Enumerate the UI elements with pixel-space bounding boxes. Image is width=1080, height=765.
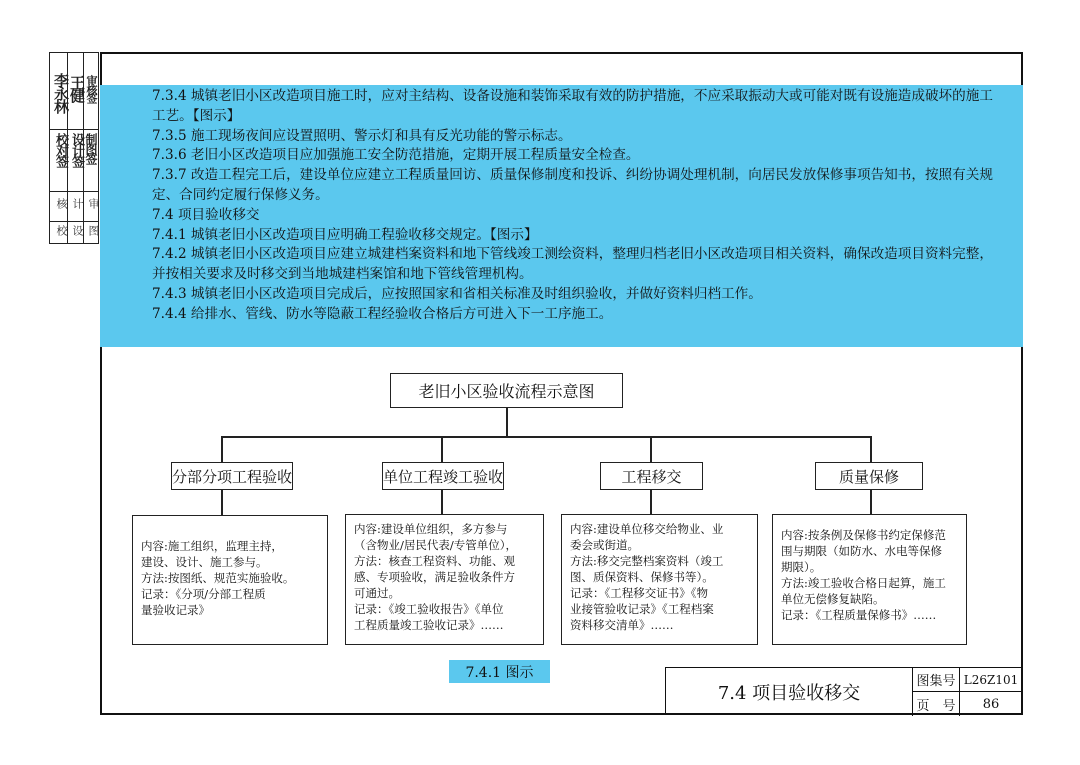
clause-paragraph: 7.4.3 城镇老旧小区改造项目完成后，应按照国家和省相关标准及时组织验收，并做好资料归档工作。 (152, 285, 762, 302)
connector (650, 436, 652, 462)
flow-node-completion-acceptance: 单位工程竣工验收 (382, 462, 504, 490)
clause-paragraph: 7.3.7 改造工程完工后，建设单位应建立工程质量回访、质量保修制度和投诉、纠纷协调处理机制，向居民发放保修事项告知书，按照有关规定、合同约定履行保修义务。 (152, 167, 993, 203)
connector (506, 408, 508, 436)
signature-3: 审核签 (85, 75, 98, 102)
clause-paragraph: 7.3.5 施工现场夜间应设置照明、警示灯和具有反光功能的警示标志。 (152, 127, 572, 144)
clause-paragraph: 7.4.1 城镇老旧小区改造项目应明确工程验收移交规定。【图示】 (152, 226, 538, 243)
clause-paragraph: 7.3.4 城镇老旧小区改造项目施工时，应对主结构、设备设施和装饰采取有效的防护措施，不应采取振动大或可能对既有设施造成破坏的施工工艺。【图示】 (152, 88, 993, 124)
signature-6: 制图签 (84, 133, 98, 163)
clause-text-block (100, 85, 1023, 347)
page-number-label: 页 号 (913, 692, 960, 716)
signature-strip (49, 52, 99, 244)
clause-paragraph: 7.3.6 老旧小区改造项目应加强施工安全防范措施，定期开展工程质量安全检查。 (152, 147, 640, 164)
page-number: 86 (982, 696, 1000, 712)
signature-4: 校对签 (53, 133, 68, 166)
connector (441, 436, 443, 462)
connector (441, 490, 443, 514)
figure-caption: 7.4.1 图示 (449, 660, 550, 683)
flow-node-warranty: 质量保修 (815, 462, 923, 490)
clause-paragraph: 7.4.2 城镇老旧小区改造项目应建立城建档案资料和地下管线竣工测绘资料，整理归档老旧小区改造项目相关资料，确保改造项目资料完整，并按相关要求及时移交到当地城建档案馆和地下管线管理机构。 (152, 246, 993, 283)
connector (221, 490, 223, 515)
connector (870, 436, 872, 462)
signature-2: 王健 (68, 75, 86, 101)
role-label: 图 (87, 225, 100, 236)
flow-detail-warranty: 内容:按条例及保修书约定保修范 围与期限（如防水、水电等保修 期限）。 方法:竣工验收合格日起算，施工 单位无偿修复缺陷。 记录：《工程质量保修书》…… (772, 514, 967, 645)
atlas-number-label: 图集号 (913, 668, 960, 692)
role-label: 计 (71, 198, 84, 209)
flow-node-handover: 工程移交 (600, 462, 703, 490)
connector (221, 436, 223, 462)
role-label: 核 (55, 198, 68, 209)
flow-detail-subitem-acceptance: 内容:施工组织，监理主持， 建设、设计、施工参与。 方法:按图纸、规范实施验收。 记录：《分项/分部工程质 量验收记录》 (132, 515, 328, 645)
drawing-title: 7.4 项目验收移交 (666, 668, 913, 716)
connector (870, 490, 872, 514)
atlas-number: L26Z101 (960, 668, 1022, 692)
role-label: 设 (71, 225, 84, 236)
role-label: 审 (87, 198, 100, 209)
signature-1: 李永林 (52, 73, 70, 112)
section-heading: 7.4 项目验收移交 (152, 206, 260, 223)
flow-detail-completion-acceptance: 内容:建设单位组织，多方参与 （含物业/居民代表/专管单位）， 方法：核查工程资料、功能、观 感、专项验收，满足验收条件方 可通过。 记录：《竣工验收报告》《单位 工程质量竣工验收记录》…… (345, 514, 544, 645)
connector (650, 490, 652, 514)
clause-paragraph: 7.4.4 给排水、管线、防水等隐蔽工程经验收合格后方可进入下一工序施工。 (152, 305, 613, 322)
signature-5: 设计签 (69, 133, 84, 166)
role-label: 校 (55, 225, 68, 236)
flow-detail-handover: 内容:建设单位移交给物业、业 委会或街道。 方法:移交完整档案资料（竣工 图、质保资料、保修书等）。 记录：《工程移交证书》《物 业接管验收记录》《工程档案 资料移交清单》…… (561, 514, 758, 645)
connector (221, 436, 871, 438)
title-block (665, 667, 1023, 715)
flowchart-root: 老旧小区验收流程示意图 (390, 373, 623, 408)
flow-node-subitem-acceptance: 分部分项工程验收 (171, 462, 293, 490)
